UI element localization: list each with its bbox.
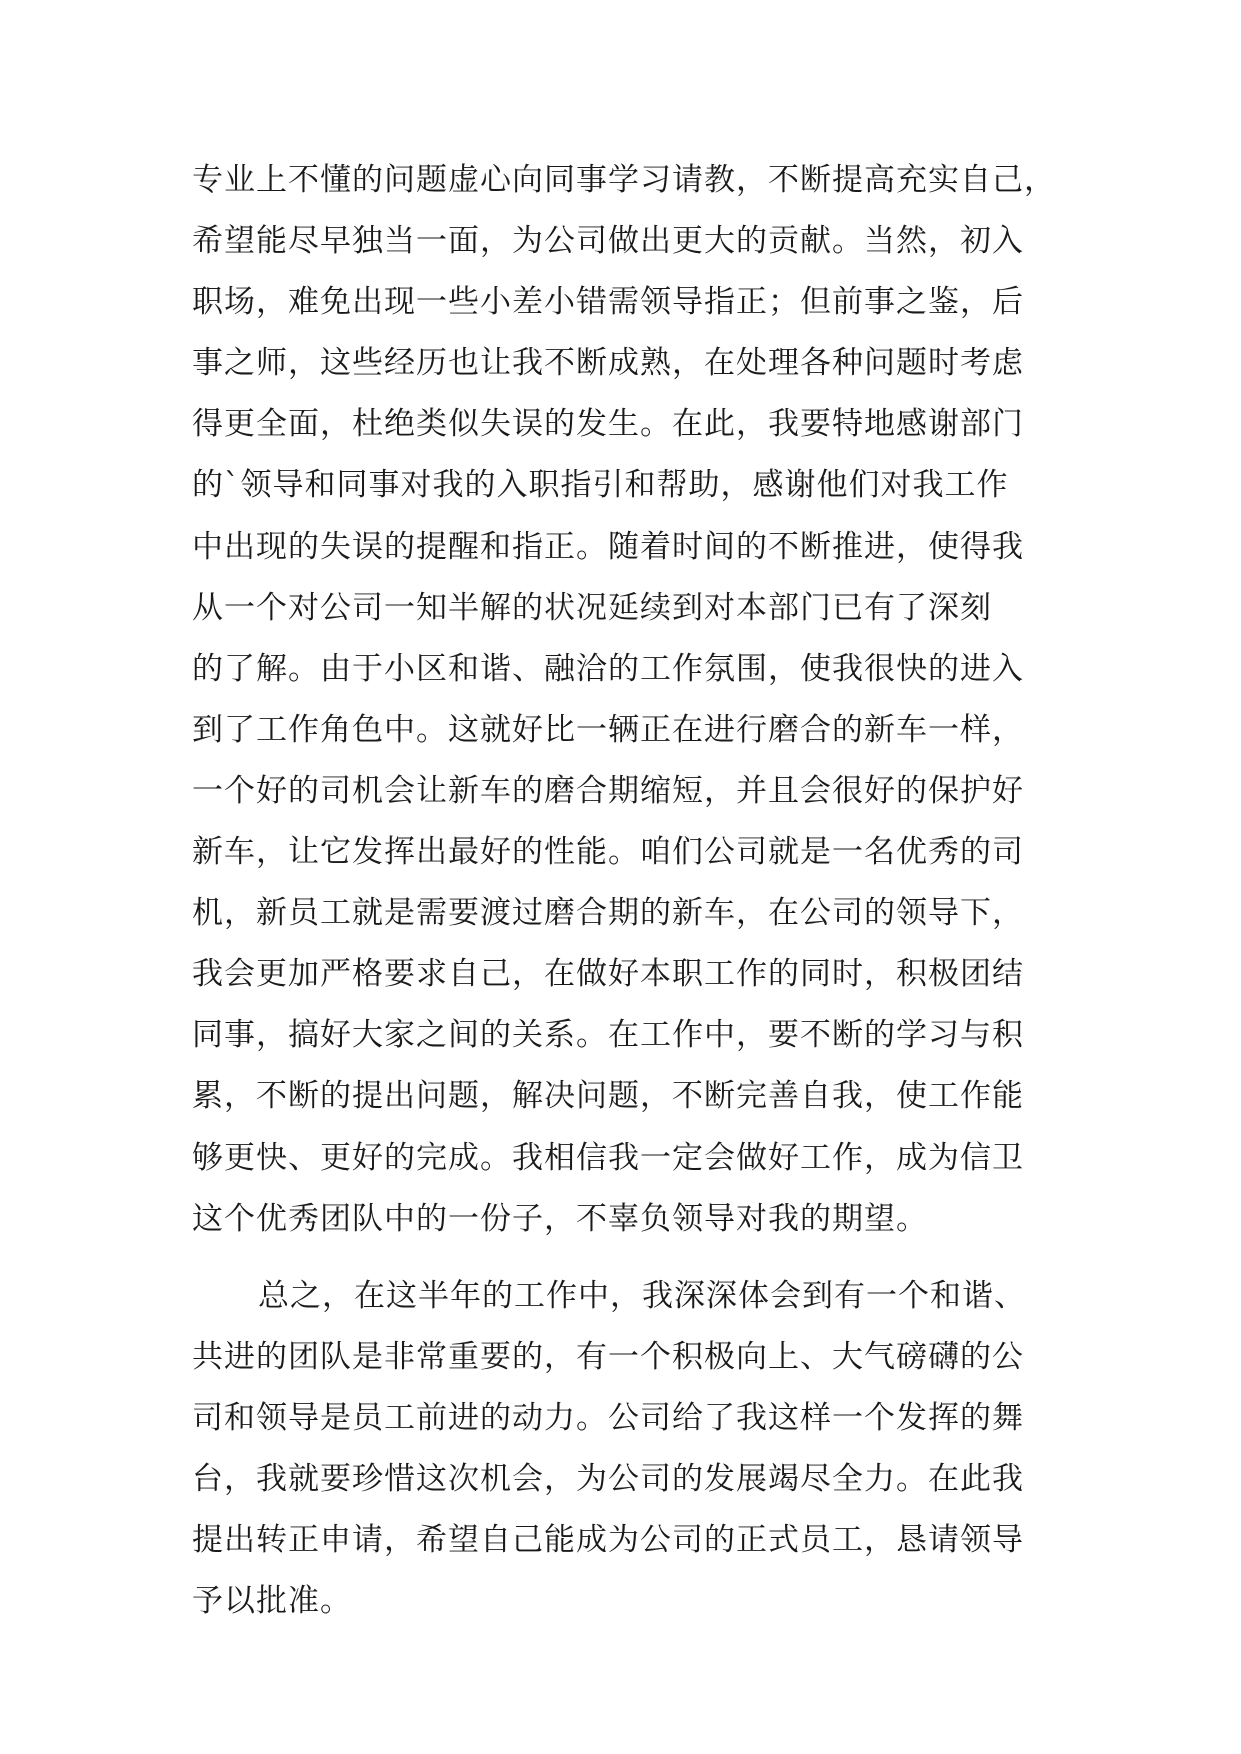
- text-line: 一个好的司机会让新车的磨合期缩短，并且会很好的保护好: [192, 772, 1024, 809]
- paragraph-spacing: [192, 1250, 1072, 1266]
- text-line: 提出转正申请，希望自己能成为公司的正式员工，恳请领导: [192, 1522, 1024, 1559]
- text-line: 的了解。由于小区和谐、融洽的工作氛围，使我很快的进入: [192, 650, 1024, 687]
- text-line: 司和领导是员工前进的动力。公司给了我这样一个发挥的舞: [192, 1399, 1024, 1436]
- text-line: 中出现的失误的提醒和指正。随着时间的不断推进，使得我: [192, 528, 1024, 565]
- text-line: 新车，让它发挥出最好的性能。咱们公司就是一名优秀的司: [192, 834, 1024, 871]
- text-line: 到了工作角色中。这就好比一辆正在进行磨合的新车一样，: [192, 711, 1024, 748]
- text-line: 共进的团队是非常重要的，有一个积极向上、大气磅礴的公: [192, 1338, 1024, 1375]
- text-line: 专业上不懂的问题虚心向同事学习请教，不断提高充实自己，: [192, 162, 1056, 198]
- text-line: 职场，难免出现一些小差小错需领导指正；但前事之鉴，后: [192, 284, 1024, 321]
- document-body: [192, 150, 1072, 1632]
- text-line: 总之，在这半年的工作中，我深深体会到有一个和谐、: [258, 1277, 1026, 1314]
- text-line: 的`领导和同事对我的入职指引和帮助，感谢他们对我工作: [192, 467, 1009, 504]
- text-line: 够更快、更好的完成。我相信我一定会做好工作，成为信卫: [192, 1139, 1024, 1176]
- text-line: 机，新员工就是需要渡过磨合期的新车，在公司的领导下，: [192, 895, 1024, 932]
- text-line: 予以批准。: [192, 1583, 352, 1620]
- text-line: 从一个对公司一知半解的状况延续到对本部门已有了深刻: [192, 589, 992, 626]
- text-line: 事之师，这些经历也让我不断成熟，在处理各种问题时考虑: [192, 345, 1024, 382]
- text-line: 希望能尽早独当一面，为公司做出更大的贡献。当然，初入: [192, 223, 1024, 260]
- text-line: 同事，搞好大家之间的关系。在工作中，要不断的学习与积: [192, 1017, 1024, 1054]
- text-line: 累，不断的提出问题，解决问题，不断完善自我，使工作能: [192, 1078, 1024, 1115]
- text-line: 得更全面，杜绝类似失误的发生。在此，我要特地感谢部门: [192, 406, 1024, 443]
- text-line: 这个优秀团队中的一份子，不辜负领导对我的期望。: [192, 1200, 928, 1237]
- paragraph-2: [192, 1266, 1072, 1633]
- text-line: 我会更加严格要求自己，在做好本职工作的同时，积极团结: [192, 956, 1024, 993]
- paragraph-1: [192, 150, 1072, 1250]
- text-line: 台，我就要珍惜这次机会，为公司的发展竭尽全力。在此我: [192, 1460, 1024, 1497]
